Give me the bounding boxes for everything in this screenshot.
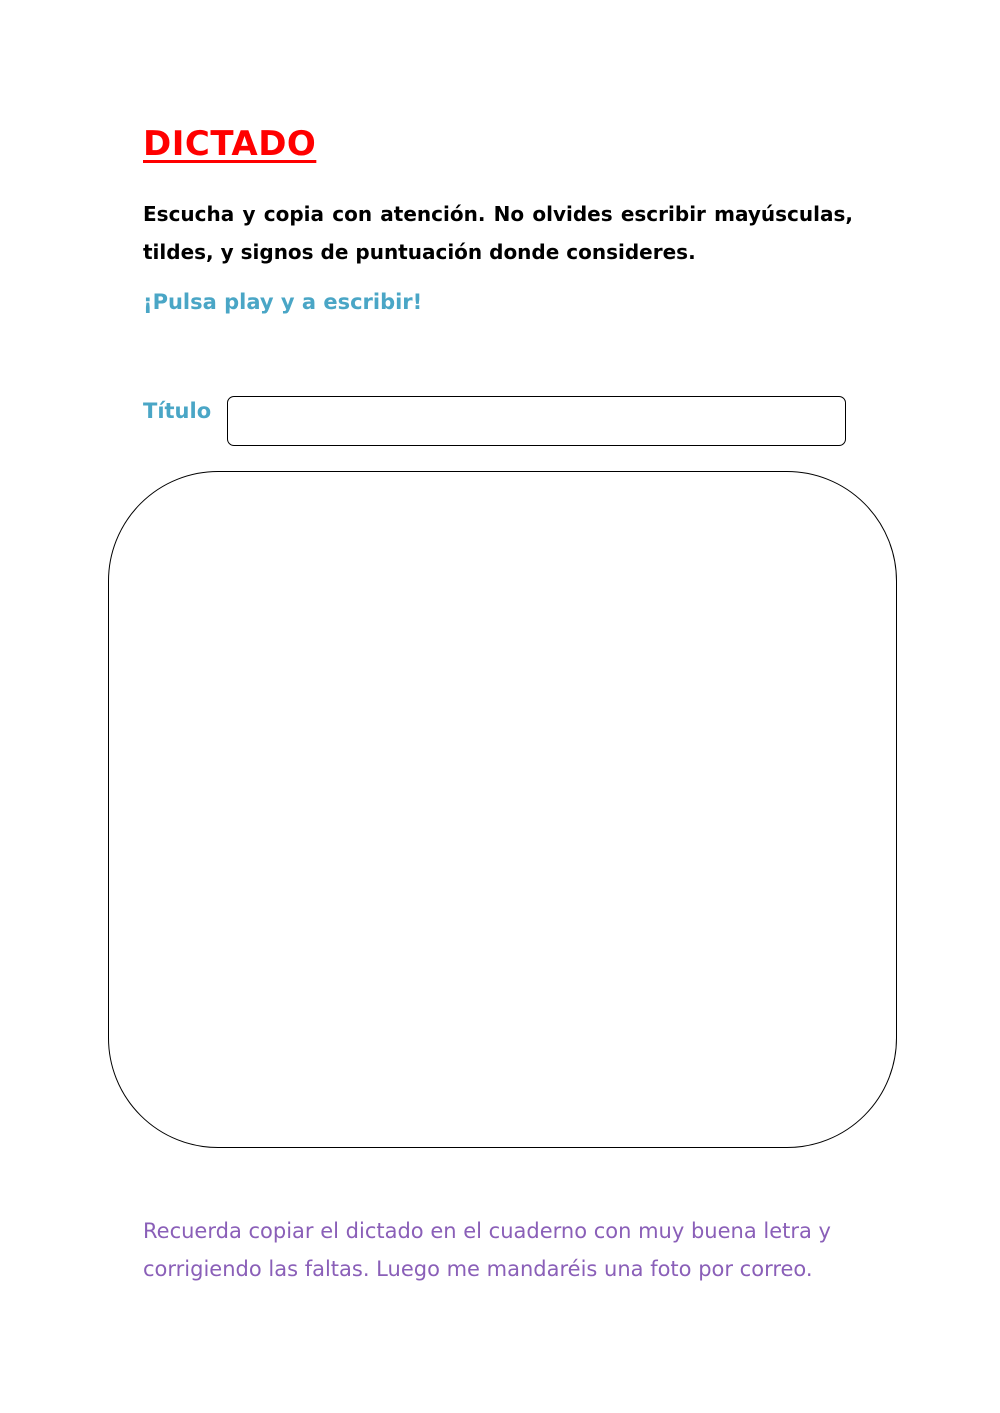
titulo-label: Título — [143, 399, 212, 423]
dictation-textarea[interactable] — [108, 471, 897, 1148]
footer-note: Recuerda copiar el dictado en el cuaderno con muy buena letra y corrigiendo las faltas. Luego me mandaréis una foto por correo. — [143, 1219, 831, 1281]
titulo-input[interactable] — [227, 396, 846, 446]
page-title: DICTADO — [143, 124, 317, 164]
instructions-text: Escucha y copia con atención. No olvides escribir mayúsculas, tildes, y signos de puntuación donde consideres. — [143, 202, 853, 264]
play-prompt: ¡Pulsa play y a escribir! — [143, 290, 423, 314]
